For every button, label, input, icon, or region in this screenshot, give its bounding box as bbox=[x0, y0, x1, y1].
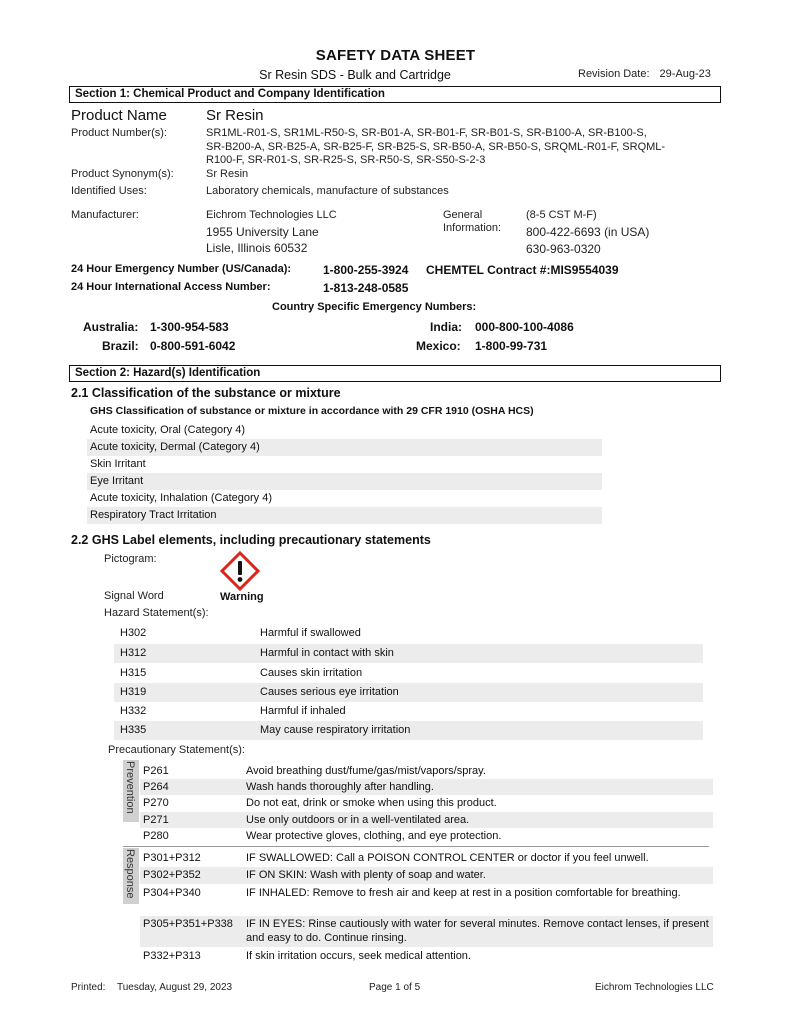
precaution-text: Do not eat, drink or smoke when using this product. bbox=[246, 797, 497, 809]
precaution-row bbox=[140, 779, 713, 795]
product-numbers-line: R100-F, SR-R01-S, SR-R25-S, SR-R50-S, SR-S50-S-2-3 bbox=[206, 154, 486, 166]
subsection-2-2-heading: 2.2 GHS Label elements, including precautionary statements bbox=[71, 533, 431, 547]
prevention-group-label bbox=[123, 760, 139, 822]
brazil-number: 0-800-591-6042 bbox=[150, 339, 236, 353]
hazard-row bbox=[114, 664, 703, 683]
precaution-row bbox=[140, 885, 713, 915]
classification-item: Acute toxicity, Dermal (Category 4) bbox=[87, 439, 602, 456]
general-info-phone2: 630-963-0320 bbox=[526, 242, 601, 256]
identified-uses-value: Laboratory chemicals, manufacture of substances bbox=[206, 185, 449, 197]
precaution-code: P332+P313 bbox=[143, 950, 201, 962]
australia-number: 1-300-954-583 bbox=[150, 320, 229, 334]
precaution-code: P270 bbox=[143, 797, 169, 809]
precautionary-statements-label: Precautionary Statement(s): bbox=[108, 744, 245, 756]
precaution-code: P304+P340 bbox=[143, 887, 201, 899]
precaution-text: Use only outdoors or in a well-ventilated area. bbox=[246, 814, 470, 826]
precaution-code: P261 bbox=[143, 765, 169, 777]
precaution-code: P302+P352 bbox=[143, 869, 201, 881]
hazard-code: H302 bbox=[120, 627, 147, 639]
revision-value: 29-Aug-23 bbox=[659, 68, 711, 80]
precaution-code: P280 bbox=[143, 830, 169, 842]
hazard-statements-label: Hazard Statement(s): bbox=[104, 607, 209, 619]
product-numbers-line: SR1ML-R01-S, SR1ML-R50-S, SR-B01-A, SR-B01-F, SR-B01-S, SR-B100-A, SR-B100-S, bbox=[206, 127, 647, 139]
precaution-text: Avoid breathing dust/fume/gas/mist/vapors/spray. bbox=[246, 765, 486, 777]
exclamation-mark-diamond-icon bbox=[220, 551, 260, 591]
general-info-label-line1: General bbox=[443, 209, 483, 221]
precaution-row bbox=[140, 916, 713, 947]
classification-item: Eye Irritant bbox=[87, 473, 602, 490]
precaution-code: P301+P312 bbox=[143, 852, 201, 864]
product-synonyms-label: Product Synonym(s): bbox=[71, 168, 174, 180]
hazard-row bbox=[114, 683, 703, 702]
classification-item: Acute toxicity, Inhalation (Category 4) bbox=[90, 492, 272, 504]
manufacturer-label: Manufacturer: bbox=[71, 209, 139, 221]
hazard-code: H312 bbox=[120, 647, 147, 659]
mexico-label: Mexico: bbox=[416, 339, 461, 353]
hazard-row bbox=[114, 624, 703, 643]
product-name-value: Sr Resin bbox=[206, 107, 264, 124]
precaution-code: P305+P351+P338 bbox=[143, 918, 233, 930]
response-label-text: Response bbox=[124, 849, 136, 899]
subsection-2-1-heading: 2.1 Classification of the substance or mixture bbox=[71, 386, 341, 400]
precaution-row bbox=[140, 867, 713, 884]
pictogram-label: Pictogram: bbox=[104, 553, 157, 565]
international-number-label: 24 Hour International Access Number: bbox=[71, 281, 271, 293]
hazard-text: Harmful if inhaled bbox=[260, 705, 346, 717]
signal-word-value: Warning bbox=[220, 591, 264, 603]
document-title: SAFETY DATA SHEET bbox=[315, 47, 476, 64]
page-number: Page 1 of 5 bbox=[369, 982, 421, 993]
hazard-code: H332 bbox=[120, 705, 147, 717]
precaution-code: P271 bbox=[143, 814, 169, 826]
precaution-code: P264 bbox=[143, 781, 169, 793]
manufacturer-address-line2: Lisle, Illinois 60532 bbox=[206, 241, 308, 255]
emergency-number-value: 1-800-255-3924 bbox=[323, 263, 409, 277]
india-number: 000-800-100-4086 bbox=[475, 320, 574, 334]
group-divider bbox=[123, 846, 709, 847]
precaution-text: Wash hands thoroughly after handling. bbox=[246, 781, 434, 793]
india-label: India: bbox=[430, 320, 462, 334]
hazard-text: Harmful in contact with skin bbox=[260, 647, 394, 659]
signal-word-label: Signal Word bbox=[104, 590, 164, 602]
revision-date bbox=[578, 68, 711, 80]
hazard-text: Causes serious eye irritation bbox=[260, 686, 399, 698]
printed-date: Tuesday, August 29, 2023 bbox=[117, 982, 233, 993]
emergency-number-label: 24 Hour Emergency Number (US/Canada): bbox=[71, 263, 292, 275]
brazil-label: Brazil: bbox=[102, 339, 139, 353]
precaution-row bbox=[140, 763, 713, 779]
document-subtitle: Sr Resin SDS - Bulk and Cartridge bbox=[259, 68, 451, 82]
general-info-label-line2: Information: bbox=[443, 222, 502, 234]
hazard-text: Causes skin irritation bbox=[260, 667, 363, 679]
precaution-text: IF IN EYES: Rinse cautiously with water for several minutes. Remove contact lenses, if present and easy to do. Continue rinsing. bbox=[246, 918, 709, 944]
country-numbers-heading: Country Specific Emergency Numbers: bbox=[272, 301, 477, 313]
footer-company: Eichrom Technologies LLC bbox=[595, 982, 714, 993]
mexico-number: 1-800-99-731 bbox=[475, 339, 548, 353]
precaution-text: IF INHALED: Remove to fresh air and keep at rest in a position comfortable for breathing. bbox=[246, 887, 681, 899]
section-1-heading: Section 1: Chemical Product and Company Identification bbox=[69, 86, 721, 103]
section-2-heading: Section 2: Hazard(s) Identification bbox=[69, 365, 721, 382]
precaution-text: Wear protective gloves, clothing, and eye protection. bbox=[246, 830, 502, 842]
precaution-text: If skin irritation occurs, seek medical attention. bbox=[246, 950, 471, 962]
hazard-code: H315 bbox=[120, 667, 147, 679]
precaution-text: IF SWALLOWED: Call a POISON CONTROL CENTER or doctor if you feel unwell. bbox=[246, 852, 649, 864]
precaution-row bbox=[140, 812, 713, 828]
product-synonyms-value: Sr Resin bbox=[206, 168, 249, 180]
precaution-text: IF ON SKIN: Wash with plenty of soap and water. bbox=[246, 869, 486, 881]
general-info-phone1: 800-422-6693 (in USA) bbox=[526, 225, 650, 239]
hazard-row bbox=[114, 644, 703, 663]
printed-label: Printed: bbox=[71, 982, 106, 993]
hazard-text: Harmful if swallowed bbox=[260, 627, 361, 639]
precaution-row bbox=[140, 795, 713, 812]
product-numbers-line: SR-B200-A, SR-B25-A, SR-B25-F, SR-B25-S, SR-B50-A, SR-B50-S, SRQML-R01-F, SRQML- bbox=[206, 140, 666, 153]
chemtel-contract: CHEMTEL Contract #:MIS9554039 bbox=[426, 263, 619, 277]
hazard-row bbox=[114, 721, 703, 740]
australia-label: Australia: bbox=[83, 320, 139, 334]
product-numbers-value bbox=[206, 127, 665, 168]
classification-item: Respiratory Tract Irritation bbox=[87, 507, 602, 524]
classification-item: Skin Irritant bbox=[90, 458, 146, 470]
product-name-label: Product Name bbox=[71, 107, 167, 124]
hazard-code: H319 bbox=[120, 686, 147, 698]
manufacturer-name: Eichrom Technologies LLC bbox=[206, 209, 337, 221]
response-group-label bbox=[123, 848, 139, 904]
revision-label: Revision Date: bbox=[578, 68, 650, 80]
general-info-hours: (8-5 CST M-F) bbox=[526, 209, 597, 221]
hazard-text: May cause respiratory irritation bbox=[260, 724, 411, 736]
classification-item: Acute toxicity, Oral (Category 4) bbox=[90, 424, 246, 436]
precaution-row bbox=[140, 850, 713, 866]
manufacturer-address-line1: 1955 University Lane bbox=[206, 225, 319, 239]
product-numbers-label: Product Number(s): bbox=[71, 127, 167, 139]
hazard-code: H335 bbox=[120, 724, 147, 736]
international-number-value: 1-813-248-0585 bbox=[323, 281, 409, 295]
prevention-label-text: Prevention bbox=[124, 761, 136, 814]
ghs-classification-title: GHS Classification of substance or mixture in accordance with 29 CFR 1910 (OSHA HCS) bbox=[90, 405, 534, 417]
hazard-row bbox=[114, 702, 703, 721]
precaution-row bbox=[140, 948, 713, 964]
identified-uses-label: Identified Uses: bbox=[71, 185, 147, 197]
precaution-row bbox=[140, 828, 713, 845]
